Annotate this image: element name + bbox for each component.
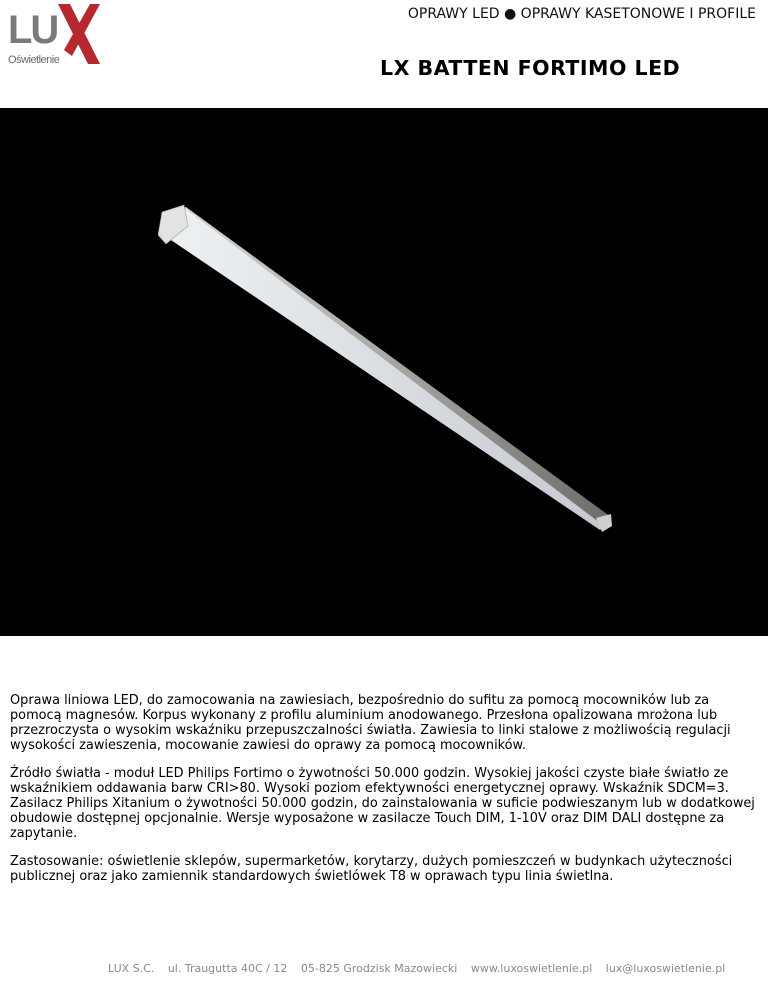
product-photo: [0, 108, 768, 636]
footer-email-link[interactable]: lux@luxoswietlenie.pl: [605, 962, 726, 975]
description-paragraph: Źródło światła - moduł LED Philips Fortimo o żywotności 50.000 godzin. Wysokiej jakości czyste białe światło ze wskaźnikiem oddawania barw CRI>80. Wysoki poziom efektywności energetycznej oprawy. Wskaźnik SDCM=3. Zasilacz Philips Xitanium o żywotności 50.000 godzin, do zainstalowania w suficie podwieszanym lub w dodatkowej obudowie dostępnej opcjonalnie. Wersje wyposażone w zasilacze Touch DIM, 1-10V oraz DIM DALI dostępne za zapytanie.: [10, 766, 755, 841]
description-paragraph: Zastosowanie: oświetlenie sklepów, supermarketów, korytarzy, dużych pomieszczeń w budynkach użyteczności publicznej oraz jako zamiennik standardowych świetlówek T8 w oprawach typu linia świetlna.: [10, 854, 733, 884]
page-title: LX BATTEN FORTIMO LED: [380, 56, 681, 80]
description-paragraph: Oprawa liniowa LED, do zamocowania na zawiesiach, bezpośrednio do sufitu za pomocą mocowników lub za pomocą magnesów. Korpus wykonany z profilu aluminium anodowanego. Przesłona opalizowana mrożona lub przezroczysta o wysokim wskaźniku przepuszczalności światła. Zawiesia to linki stalowe z możliwością regulacji wysokości zawieszenia, mocowanie zawiesi do oprawy za pomocą mocowników.: [10, 693, 731, 753]
category-breadcrumb: OPRAWY LED ● OPRAWY KASETONOWE I PROFILE: [407, 6, 756, 22]
product-description: [10, 693, 758, 897]
footer-website-link[interactable]: www.luxoswietlenie.pl: [470, 962, 593, 975]
footer-street: ul. Traugutta 40C / 12: [167, 962, 288, 975]
logo-tagline: Oświetlenie: [8, 54, 60, 66]
logo-letters: LU: [8, 8, 58, 52]
logo-x-mark: [56, 4, 102, 64]
footer-city: 05-825 Grodzisk Mazowiecki: [300, 962, 458, 975]
luminaire-illustration: [0, 108, 768, 636]
company-logo: [6, 2, 102, 68]
footer-company: LUX S.C.: [108, 962, 155, 975]
footer-contact: [108, 962, 735, 975]
